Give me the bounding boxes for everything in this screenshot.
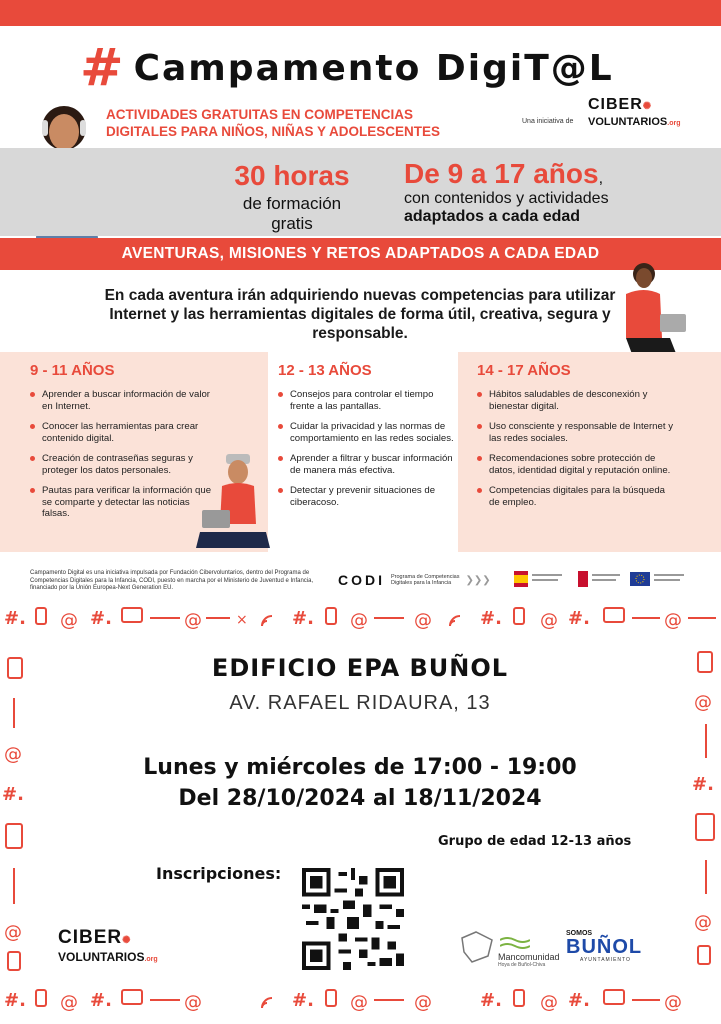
svg-text:@: @ <box>414 610 432 631</box>
svg-text:#.: #. <box>568 990 590 1011</box>
ayuntamiento-text: AYUNTAMIENTO <box>580 957 631 963</box>
hours-highlight <box>222 160 362 234</box>
svg-text:@: @ <box>694 692 712 713</box>
svg-text:#.: #. <box>480 990 502 1011</box>
list-item: Hábitos saludables de desconexión y bienestar digital. <box>477 389 677 412</box>
title-hash: # <box>80 38 124 98</box>
logo-ciber-text: CIBER <box>588 96 643 113</box>
eu-next-generation-logo <box>630 571 686 587</box>
codi-logo <box>338 570 491 590</box>
registration-qr-code[interactable] <box>302 868 404 970</box>
list-item: Aprender a filtrar y buscar información de manera más efectiva. <box>278 453 456 476</box>
codi-logo-text: CODI <box>338 572 385 588</box>
subtitle <box>106 106 506 140</box>
logo-org-text: .org <box>667 120 681 127</box>
spark-icon: ✺ <box>122 935 131 946</box>
venue-address: AV. RAFAEL RIDAURA, 13 <box>229 692 491 714</box>
svg-text:#.: #. <box>2 784 24 805</box>
logo-voluntarios-text: VOLUNTARIOS <box>58 950 145 964</box>
logo-voluntarios-text: VOLUNTARIOS <box>588 116 668 128</box>
logo-ciber-text: CIBER <box>58 927 123 948</box>
mancomunidad-sub: Hoya de Buñol-Chiva <box>498 962 546 968</box>
svg-text:#.: #. <box>292 990 314 1011</box>
svg-text:@: @ <box>540 992 558 1013</box>
list-item: Consejos para controlar el tiempo frente a las pantallas. <box>278 389 456 412</box>
bunol-text: BUÑOL <box>566 936 643 958</box>
list-item: Creación de contraseñas seguras y proteger los datos personales. <box>30 453 212 476</box>
doodle-frame-top <box>0 602 721 648</box>
svg-text:@: @ <box>4 744 22 765</box>
schedule-days-time: Lunes y miércoles de 17:00 - 19:00 <box>143 755 577 780</box>
svg-text:@: @ <box>414 992 432 1013</box>
svg-text:@: @ <box>60 992 78 1013</box>
svg-text:#.: #. <box>568 608 590 629</box>
hours-small: de formación gratis <box>242 194 342 233</box>
list-item: Recomendaciones sobre protección de datos, identidad digital y reputación online. <box>477 453 677 476</box>
list-item: Pautas para verificar la información que se comparte y detectar las noticias falsas. <box>30 485 212 520</box>
ages-big: De 9 a 17 años <box>404 158 599 189</box>
map-outline-icon <box>458 930 496 966</box>
svg-text:#.: #. <box>4 608 26 629</box>
registration-label: Inscripciones: <box>156 864 282 883</box>
svg-text:@: @ <box>184 610 202 631</box>
title-text: Campamento DigiT@L <box>133 47 614 89</box>
svg-text:#.: #. <box>90 990 112 1011</box>
page-title <box>80 38 640 98</box>
list-item: Uso consciente y responsable de Internet y las redes sociales. <box>477 421 677 444</box>
mancomunidad-logo <box>458 930 558 970</box>
somos-bunol-logo <box>566 930 642 963</box>
svg-text:@: @ <box>184 992 202 1013</box>
svg-text:#.: #. <box>292 608 314 629</box>
list-item: Detectar y prevenir situaciones de ciberacoso. <box>278 485 456 508</box>
ages-line-3: adaptados a cada edad <box>404 208 581 225</box>
venue-block <box>60 654 660 715</box>
list-item: Competencias digitales para la búsqueda de empleo. <box>477 485 677 508</box>
svg-text:#.: #. <box>692 774 714 795</box>
initiative-label: Una iniciativa de <box>522 118 574 125</box>
venue-name: EDIFICIO EPA BUÑOL <box>211 654 509 682</box>
intro-text: En cada aventura irán adquiriendo nuevas competencias para utilizar Internet y las herramientas digitales de forma útil, creativa, segura y responsable. <box>104 287 616 342</box>
svg-text:@: @ <box>664 610 682 631</box>
codi-program <box>391 574 459 587</box>
codi-program-line-1: Programa de Competencias <box>391 573 460 580</box>
ages-line-2: con contenidos y actividades <box>404 190 609 207</box>
cibervoluntarios-logo <box>588 98 680 131</box>
list-item: Cuidar la privacidad y las normas de comportamiento en las redes sociales. <box>278 421 456 444</box>
column-title: 14 - 17 AÑOS <box>477 362 571 379</box>
hours-big: 30 horas <box>234 160 350 191</box>
svg-text:@: @ <box>664 992 682 1013</box>
svg-text:@: @ <box>694 912 712 933</box>
svg-text:×: × <box>236 612 248 628</box>
waves-icon <box>500 936 530 950</box>
age-column-12-13 <box>278 362 456 517</box>
subtitle-line-1: ACTIVIDADES GRATUITAS EN COMPETENCIAS <box>106 107 414 122</box>
ages-highlight <box>404 158 704 226</box>
doodle-frame-right <box>690 648 721 978</box>
mancomunidad-name: Mancomunidad <box>498 952 560 962</box>
subtitle-line-2: DIGITALES PARA NIÑOS, NIÑAS Y ADOLESCENTES <box>106 124 441 139</box>
chevron-arrows-icon: ❯❯❯ <box>465 574 491 586</box>
cibervoluntarios-logo-bottom <box>58 927 158 968</box>
footnote: Campamento Digital es una iniciativa impulsada por Fundación Cibervoluntarios, dentro del Programa de Competencias Digitales para la Infancia, CODI, puesto en marcha por el Ministerio de Juventud e Infancia, financiado por la Unión Europea-Next Generation EU. <box>30 570 314 591</box>
svg-text:#.: #. <box>480 608 502 629</box>
boy-with-laptop-illustration <box>196 452 274 562</box>
doodle-frame-left <box>0 648 30 978</box>
spain-government-logo <box>514 571 564 587</box>
top-red-bar <box>0 0 721 26</box>
logo-org-text: .org <box>144 956 158 963</box>
list-item: Conocer las herramientas para crear contenido digital. <box>30 421 212 444</box>
somos-text: SOMOS <box>566 930 593 937</box>
svg-text:@: @ <box>540 610 558 631</box>
column-title: 12 - 13 AÑOS <box>278 362 372 379</box>
schedule-block <box>60 755 660 811</box>
svg-text:@: @ <box>350 992 368 1013</box>
adventures-banner: AVENTURAS, MISIONES Y RETOS ADAPTADOS A CADA EDAD <box>0 238 721 270</box>
age-group-label: Grupo de edad 12-13 años <box>438 834 632 849</box>
doodle-frame-bottom <box>0 978 721 1024</box>
svg-text:#.: #. <box>90 608 112 629</box>
ministry-logo <box>578 571 622 587</box>
svg-text:@: @ <box>4 922 22 943</box>
age-column-14-17 <box>477 362 677 517</box>
svg-text:@: @ <box>350 610 368 631</box>
column-title: 9 - 11 AÑOS <box>30 362 115 379</box>
codi-program-line-2: Digitales para la Infancia <box>391 580 452 586</box>
svg-text:#.: #. <box>4 990 26 1011</box>
age-column-9-11 <box>30 362 212 529</box>
ages-comma: , <box>598 170 604 187</box>
list-item: Aprender a buscar información de valor en Internet. <box>30 389 212 412</box>
svg-text:@: @ <box>60 610 78 631</box>
schedule-dates: Del 28/10/2024 al 18/11/2024 <box>178 786 542 811</box>
spark-icon: ✺ <box>642 101 652 112</box>
